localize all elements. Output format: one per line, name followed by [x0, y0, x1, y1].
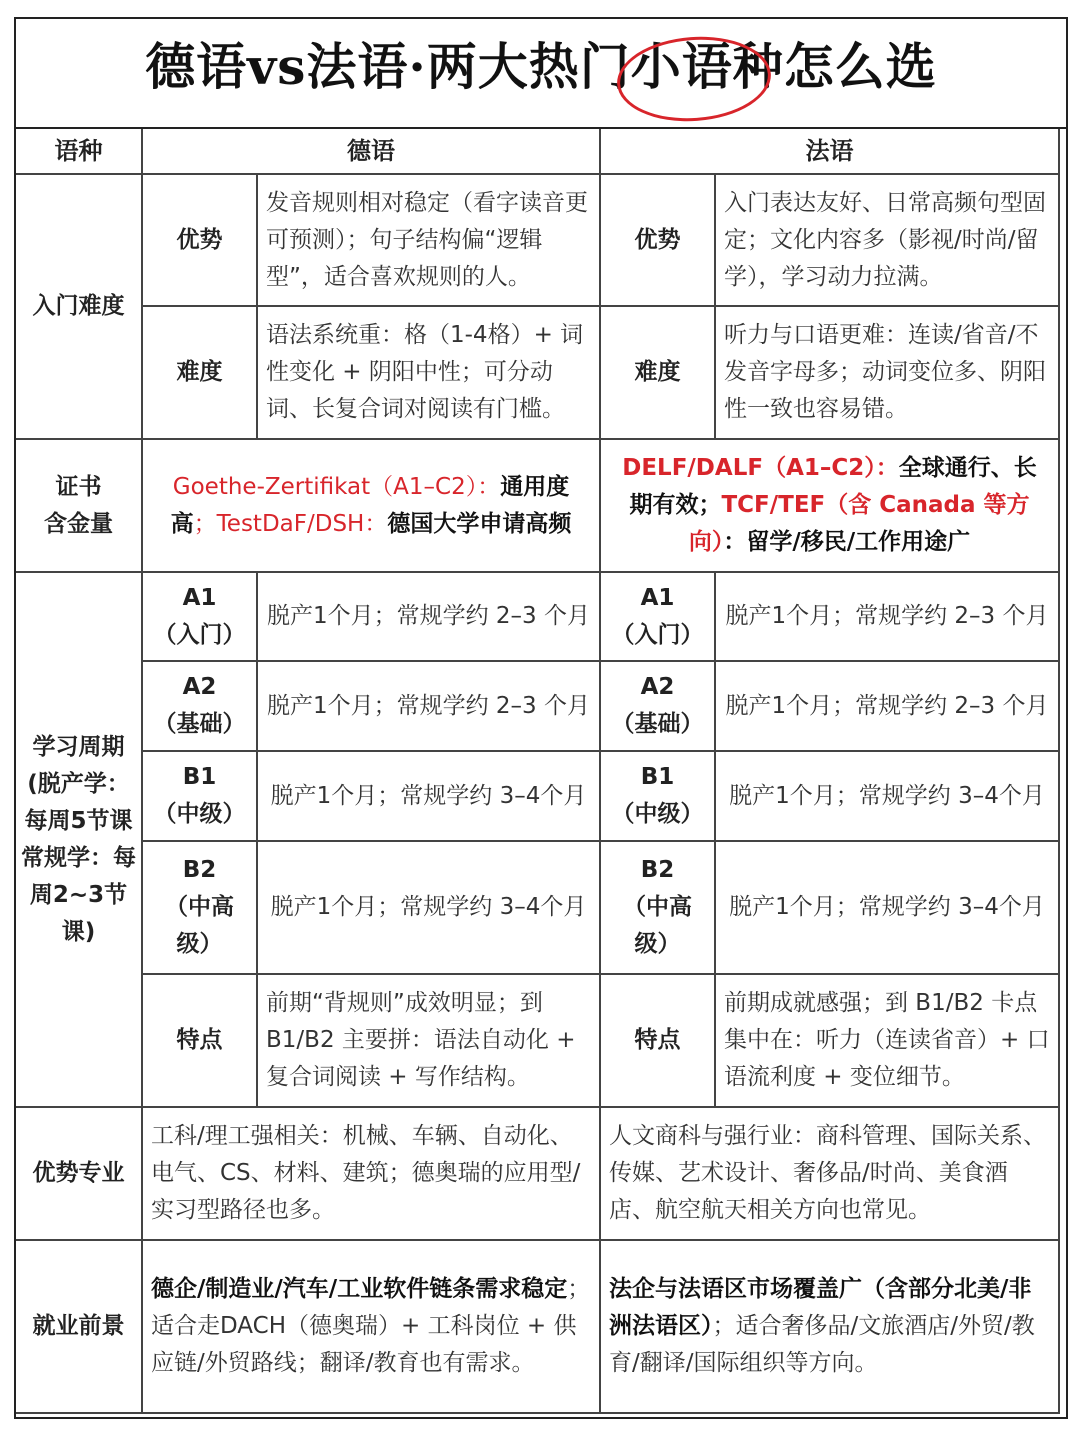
level-name: （基础） — [153, 711, 246, 737]
level-code: B1 — [640, 764, 675, 790]
comparison-sheet — [14, 17, 1068, 1419]
category-entry: 入门难度 — [16, 174, 142, 439]
french-jobs-bold: 法企与法语区市场覆盖广（含部分北美/非洲法语区） — [609, 1276, 1032, 1339]
german-feature-label: 特点 — [142, 974, 257, 1107]
level-code: B2 — [640, 857, 675, 883]
french-jobs — [600, 1240, 1059, 1413]
level-name: （中高级） — [165, 894, 234, 957]
french-b1: 脱产1个月；常规学约 3–4个月 — [715, 751, 1059, 841]
level-name: （中级） — [611, 801, 704, 827]
french-cert — [600, 439, 1059, 572]
level-name: （中高级） — [623, 894, 692, 957]
german-diff-text: 语法系统重：格（1-4格）+ 词性变化 + 阴阳中性；可分动词、长复合词对阅读有门槛。 — [257, 306, 600, 439]
header-french: 法语 — [600, 129, 1059, 174]
level-name: （入门） — [611, 621, 704, 648]
comparison-table — [16, 129, 1060, 1414]
french-feature-label: 特点 — [600, 974, 715, 1107]
french-diff-label: 难度 — [600, 306, 715, 439]
delf-desc: 全球通行、长期有效； — [629, 455, 1037, 518]
level-name: （基础） — [611, 711, 704, 737]
header-german: 德语 — [142, 129, 600, 174]
level-code: B2 — [182, 857, 217, 883]
french-diff-text: 听力与口语更难：连读/省音/不发音字母多；动词变位多、阴阳性一致也容易错。 — [715, 306, 1059, 439]
german-jobs — [142, 1240, 600, 1413]
table-row — [16, 974, 1059, 1107]
level-a1 — [142, 572, 257, 661]
testdaf-cert: TestDaF/DSH： — [216, 510, 388, 537]
testdaf-desc: 德国大学申请高频 — [387, 510, 572, 537]
title-highlight: 小语种 — [630, 37, 784, 96]
level-b2 — [142, 841, 257, 974]
french-a1: 脱产1个月；常规学约 2–3 个月 — [715, 572, 1059, 661]
page-title — [16, 35, 1066, 99]
title-part1: 德语vs法语·两大热门 — [145, 37, 631, 96]
table-row — [16, 1107, 1059, 1240]
level-code: B1 — [182, 764, 217, 790]
french-b2: 脱产1个月；常规学约 3–4个月 — [715, 841, 1059, 974]
level-code: A2 — [182, 674, 217, 700]
table-row — [16, 841, 1059, 974]
level-a2 — [142, 661, 257, 751]
tcf-desc: ：留学/移民/工作用途广 — [723, 529, 971, 555]
tcf-cert: TCF/TEF（含 Canada 等方向） — [688, 492, 1030, 555]
category-cycle: 学习周期(脱产学：每周5节课常规学：每周2~3节课) — [16, 572, 142, 1107]
level-code: A1 — [640, 584, 675, 611]
table-row — [16, 751, 1059, 841]
cert-label-line2: 含金量 — [44, 510, 113, 537]
french-feature: 前期成就感强；到 B1/B2 卡点集中在：听力（连读省音）+ 口语流利度 + 变位细节。 — [715, 974, 1059, 1107]
french-majors: 人文商科与强行业：商科管理、国际关系、传媒、艺术设计、奢侈品/时尚、美食酒店、航空航天相关方向也常见。 — [600, 1107, 1059, 1240]
german-adv-text: 发音规则相对稳定（看字读音更可预测）；句子结构偏“逻辑型”，适合喜欢规则的人。 — [257, 174, 600, 306]
category-cert — [16, 439, 142, 572]
category-majors: 优势专业 — [16, 1107, 142, 1240]
level-code: A2 — [640, 674, 675, 700]
german-majors: 工科/理工强相关：机械、车辆、自动化、电气、CS、材料、建筑；德奥瑞的应用型/实习型路径也多。 — [142, 1107, 600, 1240]
french-jobs-rest: ；适合奢侈品/文旅酒店/外贸/教育/翻译/国际组织等方向。 — [609, 1313, 1035, 1376]
table-row — [16, 572, 1059, 661]
german-adv-label: 优势 — [142, 174, 257, 306]
category-jobs: 就业前景 — [16, 1240, 142, 1413]
title-part2: 怎么选 — [783, 37, 937, 96]
table-row — [16, 439, 1059, 572]
french-a2: 脱产1个月；常规学约 2–3 个月 — [715, 661, 1059, 751]
delf-cert: DELF/DALF（A1–C2）： — [622, 455, 899, 481]
german-feature: 前期“背规则”成效明显；到 B1/B2 主要拼：语法自动化 + 复合词阅读 + 写作结构。 — [257, 974, 600, 1107]
table-row — [16, 1240, 1059, 1413]
level-name: （中级） — [153, 801, 246, 827]
german-a2: 脱产1个月；常规学约 2–3 个月 — [257, 661, 600, 751]
level-a2-fr — [600, 661, 715, 751]
table-row — [16, 174, 1059, 306]
german-b2: 脱产1个月；常规学约 3–4个月 — [257, 841, 600, 974]
german-jobs-bold: 德企/制造业/汽车/工业软件链条需求稳定 — [151, 1276, 568, 1302]
german-b1: 脱产1个月；常规学约 3–4个月 — [257, 751, 600, 841]
level-b1 — [142, 751, 257, 841]
french-adv-label: 优势 — [600, 174, 715, 306]
level-b1-fr — [600, 751, 715, 841]
header-category: 语种 — [16, 129, 142, 174]
table-row — [16, 661, 1059, 751]
header-row — [16, 129, 1059, 174]
german-jobs-rest: ；适合走DACH（德奥瑞）+ 工科岗位 + 供应链/外贸路线；翻译/教育也有需求。 — [151, 1276, 591, 1376]
german-a1: 脱产1个月；常规学约 2–3 个月 — [257, 572, 600, 661]
title-bar — [16, 19, 1066, 129]
german-diff-label: 难度 — [142, 306, 257, 439]
goethe-cert: Goethe-Zertifikat（A1–C2）： — [172, 473, 501, 500]
level-code: A1 — [182, 584, 217, 611]
level-b2-fr — [600, 841, 715, 974]
french-adv-text: 入门表达友好、日常高频句型固定；文化内容多（影视/时尚/留学），学习动力拉满。 — [715, 174, 1059, 306]
german-cert — [142, 439, 600, 572]
table-row — [16, 306, 1059, 439]
cert-sep: ； — [193, 510, 217, 537]
level-name: （入门） — [153, 621, 246, 648]
goethe-desc: 通用度高 — [170, 473, 570, 537]
cert-label-line1: 证书 — [55, 473, 102, 500]
level-a1-fr — [600, 572, 715, 661]
